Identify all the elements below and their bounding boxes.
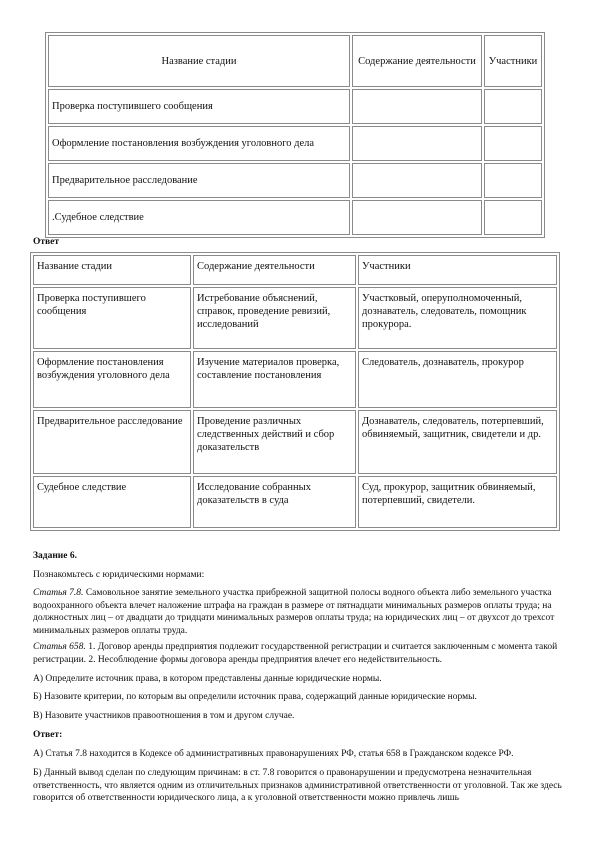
table-row <box>48 89 542 124</box>
activity-cell <box>352 89 482 124</box>
stage-cell: Оформление постановления возбуждения уголовного дела <box>33 351 191 408</box>
header-activity: Содержание деятельности <box>352 35 482 87</box>
participants-cell <box>484 89 542 124</box>
header-stage-name: Название стадии <box>48 35 350 87</box>
table-row <box>33 351 557 408</box>
participants-cell: Суд, прокурор, защитник обвиняемый, потерпевший, свидетели. <box>358 476 557 528</box>
table-header-row <box>33 255 557 285</box>
participants-cell <box>484 126 542 161</box>
question-b: Б) Назовите критерии, по которым вы определили источник права, содержащий данные юридические нормы. <box>33 692 477 702</box>
question-a: А) Определите источник права, в котором представлены данные юридические нормы. <box>33 674 382 684</box>
header-participants: Участники <box>484 35 542 87</box>
table-row <box>48 163 542 198</box>
stage-cell: Судебное следствие <box>33 476 191 528</box>
article-ref: Статья 658. <box>33 642 86 652</box>
table-header-row <box>48 35 542 87</box>
participants-cell <box>484 163 542 198</box>
question-c: В) Назовите участников правоотношения в том и другом случае. <box>33 711 295 721</box>
header-activity: Содержание деятельности <box>193 255 356 285</box>
activity-cell: Исследование собранных доказательств в суда <box>193 476 356 528</box>
article-7-8 <box>33 587 563 637</box>
participants-cell: Участковый, оперуполномоченный, дознаватель, следователь, помощник прокурора. <box>358 287 557 349</box>
activity-cell: Истребование объяснений, справок, проведение ревизий, исследований <box>193 287 356 349</box>
answer-b: Б) Данный вывод сделан по следующим причинам: в ст. 7.8 говорится о правонарушении и предусмотрена незначительная ответственность, что является одним из отличительных признаков административной ответственности от уголовной. Так же здесь говорится об ответственности юридического лица, а к уголовной ответственности можно привлечь лишь <box>33 768 562 803</box>
answer-label: Ответ <box>33 237 60 247</box>
task-intro: Познакомьтесь с юридическими нормами: <box>33 570 205 580</box>
answer-title: Ответ: <box>33 730 63 740</box>
activity-cell: Проведение различных следственных действий и сбор доказательств <box>193 410 356 474</box>
table-row <box>33 410 557 474</box>
header-participants: Участники <box>358 255 557 285</box>
article-ref: Статья 7.8. <box>33 588 84 598</box>
table-row <box>33 287 557 349</box>
participants-cell: Дознаватель, следователь, потерпевший, обвиняемый, защитник, свидетели и др. <box>358 410 557 474</box>
stage-cell: Проверка поступившего сообщения <box>48 89 350 124</box>
activity-cell: Изучение материалов проверка, составление постановления <box>193 351 356 408</box>
stage-cell: .Судебное следствие <box>48 200 350 235</box>
stage-cell: Проверка поступившего сообщения <box>33 287 191 349</box>
header-stage-name: Название стадии <box>33 255 191 285</box>
stage-cell: Предварительное расследование <box>33 410 191 474</box>
activity-cell <box>352 163 482 198</box>
stages-table-empty <box>45 32 545 238</box>
article-658 <box>33 641 563 666</box>
answer-a: А) Статья 7.8 находится в Кодексе об административных правонарушениях РФ, статья 658 в Гражданском кодексе РФ. <box>33 749 514 759</box>
table-row <box>48 200 542 235</box>
article-text: 1. Договор аренды предприятия подлежит государственной регистрации и считается заключенным с момента такой регистрации. 2. Несоблюдение формы договора аренды предприятия влечет его недействительность. <box>33 642 558 665</box>
stage-cell: Оформление постановления возбуждения уголовного дела <box>48 126 350 161</box>
stages-table-filled <box>30 252 560 531</box>
activity-cell <box>352 126 482 161</box>
activity-cell <box>352 200 482 235</box>
table-row <box>33 476 557 528</box>
participants-cell: Следователь, дознаватель, прокурор <box>358 351 557 408</box>
stage-cell: Предварительное расследование <box>48 163 350 198</box>
article-text: Самовольное занятие земельного участка прибрежной защитной полосы водного объекта либо земельного участка водоохранного объекта влечет наложение штрафа на граждан в размере от пятнадцати минимальных размеров оплаты труда; на должностных лиц – от двадцати до тридцати минимальных размеров оплаты труда; на юридических лиц – от двухсот до трехсот минимальных размеров оплаты труда. <box>33 588 555 636</box>
table-row <box>48 126 542 161</box>
task-title: Задание 6. <box>33 551 77 561</box>
participants-cell <box>484 200 542 235</box>
